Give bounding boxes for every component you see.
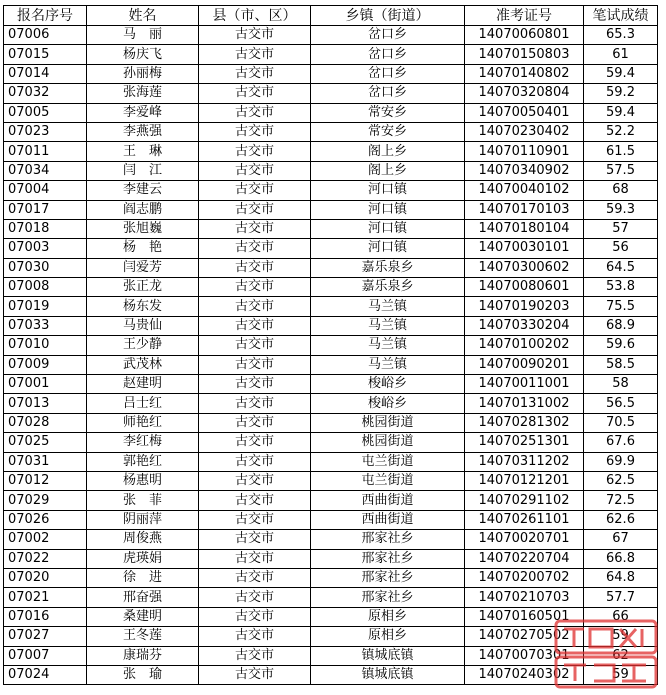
table-row	[4, 278, 658, 297]
cell-score: 59.3	[584, 200, 658, 219]
cell-town: 屯兰街道	[311, 452, 465, 471]
cell-registration-no: 07012	[4, 471, 87, 490]
cell-exam-no: 14070040102	[465, 181, 584, 200]
cell-registration-no: 07024	[4, 665, 87, 684]
cell-score: 64.5	[584, 258, 658, 277]
cell-county: 古交市	[199, 142, 311, 161]
cell-county: 古交市	[199, 161, 311, 180]
cell-exam-no: 14070300602	[465, 258, 584, 277]
cell-registration-no: 07022	[4, 549, 87, 568]
cell-score: 52.2	[584, 122, 658, 141]
cell-name: 杨东发	[87, 297, 199, 316]
cell-registration-no: 07003	[4, 239, 87, 258]
cell-name: 邢奋强	[87, 588, 199, 607]
cell-name: 康瑞芬	[87, 646, 199, 665]
cell-score: 59.6	[584, 336, 658, 355]
cell-exam-no: 14070320804	[465, 84, 584, 103]
cell-name: 孙丽梅	[87, 64, 199, 83]
cell-exam-no: 14070200702	[465, 568, 584, 587]
cell-town: 马兰镇	[311, 297, 465, 316]
cell-score: 75.5	[584, 297, 658, 316]
cell-town: 邢家社乡	[311, 549, 465, 568]
cell-name: 阴丽萍	[87, 510, 199, 529]
cell-name: 王 琳	[87, 142, 199, 161]
cell-town: 桃园街道	[311, 433, 465, 452]
cell-registration-no: 07007	[4, 646, 87, 665]
table-row	[4, 530, 658, 549]
cell-score: 61	[584, 45, 658, 64]
cell-score: 58	[584, 375, 658, 394]
table-row	[4, 627, 658, 646]
header-row	[4, 6, 658, 26]
cell-score: 68.9	[584, 316, 658, 335]
header-name: 姓名	[87, 6, 199, 26]
cell-registration-no: 07004	[4, 181, 87, 200]
cell-exam-no: 14070150803	[465, 45, 584, 64]
cell-score: 66.8	[584, 549, 658, 568]
cell-town: 马兰镇	[311, 355, 465, 374]
cell-name: 王少静	[87, 336, 199, 355]
table-row	[4, 64, 658, 83]
cell-town: 西曲街道	[311, 491, 465, 510]
cell-exam-no: 14070240302	[465, 665, 584, 684]
cell-name: 赵建明	[87, 375, 199, 394]
cell-town: 岔口乡	[311, 84, 465, 103]
table-row	[4, 568, 658, 587]
cell-name: 李建云	[87, 181, 199, 200]
cell-county: 古交市	[199, 394, 311, 413]
cell-exam-no: 14070160501	[465, 607, 584, 626]
cell-name: 周俊燕	[87, 530, 199, 549]
table-row	[4, 297, 658, 316]
cell-exam-no: 14070121201	[465, 471, 584, 490]
cell-town: 镇城底镇	[311, 665, 465, 684]
cell-registration-no: 07017	[4, 200, 87, 219]
cell-registration-no: 07018	[4, 219, 87, 238]
cell-town: 原相乡	[311, 627, 465, 646]
cell-exam-no: 14070311202	[465, 452, 584, 471]
cell-registration-no: 07008	[4, 278, 87, 297]
cell-score: 69.9	[584, 452, 658, 471]
cell-score: 64.8	[584, 568, 658, 587]
cell-registration-no: 07029	[4, 491, 87, 510]
cell-town: 桃园街道	[311, 413, 465, 432]
cell-name: 桑建明	[87, 607, 199, 626]
table-row	[4, 316, 658, 335]
cell-name: 马 丽	[87, 26, 199, 45]
table-row	[4, 103, 658, 122]
table-row	[4, 491, 658, 510]
table-row	[4, 239, 658, 258]
cell-town: 河口镇	[311, 219, 465, 238]
table-row	[4, 413, 658, 432]
table-row	[4, 336, 658, 355]
cell-exam-no: 14070210703	[465, 588, 584, 607]
cell-exam-no: 14070020701	[465, 530, 584, 549]
cell-town: 原相乡	[311, 607, 465, 626]
cell-score: 61.5	[584, 142, 658, 161]
cell-registration-no: 07009	[4, 355, 87, 374]
cell-score: 59.4	[584, 103, 658, 122]
cell-registration-no: 07011	[4, 142, 87, 161]
header-registration-no: 报名序号	[4, 6, 87, 26]
cell-county: 古交市	[199, 45, 311, 64]
cell-score: 72.5	[584, 491, 658, 510]
cell-registration-no: 07020	[4, 568, 87, 587]
cell-county: 古交市	[199, 452, 311, 471]
cell-county: 古交市	[199, 122, 311, 141]
cell-registration-no: 07023	[4, 122, 87, 141]
table-row	[4, 26, 658, 45]
cell-name: 闫 江	[87, 161, 199, 180]
cell-exam-no: 14070060801	[465, 26, 584, 45]
cell-county: 古交市	[199, 239, 311, 258]
cell-exam-no: 14070330204	[465, 316, 584, 335]
cell-exam-no: 14070220704	[465, 549, 584, 568]
cell-county: 古交市	[199, 665, 311, 684]
cell-exam-no: 14070291102	[465, 491, 584, 510]
cell-registration-no: 07027	[4, 627, 87, 646]
cell-county: 古交市	[199, 200, 311, 219]
cell-name: 王冬莲	[87, 627, 199, 646]
cell-name: 杨庆飞	[87, 45, 199, 64]
cell-name: 武茂林	[87, 355, 199, 374]
table-row	[4, 161, 658, 180]
header-town: 乡镇（街道）	[311, 6, 465, 26]
table-row	[4, 258, 658, 277]
cell-exam-no: 14070030101	[465, 239, 584, 258]
cell-registration-no: 07016	[4, 607, 87, 626]
cell-town: 梭峪乡	[311, 375, 465, 394]
cell-county: 古交市	[199, 646, 311, 665]
cell-registration-no: 07031	[4, 452, 87, 471]
table-row	[4, 355, 658, 374]
cell-registration-no: 07030	[4, 258, 87, 277]
cell-registration-no: 07033	[4, 316, 87, 335]
cell-name: 马贵仙	[87, 316, 199, 335]
cell-county: 古交市	[199, 336, 311, 355]
cell-score: 68	[584, 181, 658, 200]
cell-town: 河口镇	[311, 181, 465, 200]
table-row	[4, 200, 658, 219]
cell-registration-no: 07013	[4, 394, 87, 413]
table-row	[4, 549, 658, 568]
cell-name: 张海莲	[87, 84, 199, 103]
cell-exam-no: 14070281302	[465, 413, 584, 432]
cell-score: 67	[584, 530, 658, 549]
table-row	[4, 142, 658, 161]
table-row	[4, 471, 658, 490]
cell-registration-no: 07025	[4, 433, 87, 452]
cell-exam-no: 14070070301	[465, 646, 584, 665]
cell-county: 古交市	[199, 84, 311, 103]
cell-exam-no: 14070080601	[465, 278, 584, 297]
cell-exam-no: 14070340902	[465, 161, 584, 180]
cell-county: 古交市	[199, 627, 311, 646]
cell-town: 常安乡	[311, 103, 465, 122]
header-exam-no: 准考证号	[465, 6, 584, 26]
cell-county: 古交市	[199, 181, 311, 200]
cell-name: 虎瑛娟	[87, 549, 199, 568]
cell-score: 56	[584, 239, 658, 258]
cell-exam-no: 14070180104	[465, 219, 584, 238]
table-row	[4, 452, 658, 471]
cell-score: 57	[584, 219, 658, 238]
cell-score: 65.3	[584, 26, 658, 45]
cell-registration-no: 07028	[4, 413, 87, 432]
cell-county: 古交市	[199, 491, 311, 510]
table-row	[4, 433, 658, 452]
cell-county: 古交市	[199, 258, 311, 277]
cell-town: 岔口乡	[311, 64, 465, 83]
cell-town: 河口镇	[311, 239, 465, 258]
cell-town: 梭峪乡	[311, 394, 465, 413]
cell-exam-no: 14070190203	[465, 297, 584, 316]
cell-town: 嘉乐泉乡	[311, 258, 465, 277]
cell-score: 53.8	[584, 278, 658, 297]
cell-county: 古交市	[199, 568, 311, 587]
cell-name: 李红梅	[87, 433, 199, 452]
cell-town: 西曲街道	[311, 510, 465, 529]
cell-county: 古交市	[199, 549, 311, 568]
cell-town: 嘉乐泉乡	[311, 278, 465, 297]
cell-name: 徐 进	[87, 568, 199, 587]
cell-score: 58.5	[584, 355, 658, 374]
cell-town: 岔口乡	[311, 45, 465, 64]
cell-county: 古交市	[199, 471, 311, 490]
table-row	[4, 84, 658, 103]
cell-registration-no: 07034	[4, 161, 87, 180]
cell-registration-no: 07019	[4, 297, 87, 316]
header-score: 笔试成绩	[584, 6, 658, 26]
cell-score: 57.7	[584, 588, 658, 607]
cell-score: 62.5	[584, 471, 658, 490]
cell-exam-no: 14070131002	[465, 394, 584, 413]
cell-town: 河口镇	[311, 200, 465, 219]
cell-county: 古交市	[199, 355, 311, 374]
cell-town: 阁上乡	[311, 161, 465, 180]
cell-exam-no: 14070011001	[465, 375, 584, 394]
cell-town: 镇城底镇	[311, 646, 465, 665]
cell-score: 70.5	[584, 413, 658, 432]
score-table	[3, 5, 658, 685]
cell-county: 古交市	[199, 219, 311, 238]
cell-town: 阁上乡	[311, 142, 465, 161]
cell-score: 59.2	[584, 84, 658, 103]
cell-name: 张正龙	[87, 278, 199, 297]
cell-name: 张旭巍	[87, 219, 199, 238]
cell-score: 59	[584, 665, 658, 684]
cell-county: 古交市	[199, 433, 311, 452]
cell-registration-no: 07032	[4, 84, 87, 103]
cell-score: 62.6	[584, 510, 658, 529]
cell-exam-no: 14070050401	[465, 103, 584, 122]
cell-score: 57.5	[584, 161, 658, 180]
cell-name: 张 菲	[87, 491, 199, 510]
cell-town: 马兰镇	[311, 336, 465, 355]
cell-registration-no: 07021	[4, 588, 87, 607]
cell-town: 马兰镇	[311, 316, 465, 335]
cell-exam-no: 14070261101	[465, 510, 584, 529]
table-row	[4, 588, 658, 607]
table-row	[4, 181, 658, 200]
cell-town: 邢家社乡	[311, 530, 465, 549]
cell-name: 杨惠明	[87, 471, 199, 490]
cell-town: 岔口乡	[311, 26, 465, 45]
cell-exam-no: 14070230402	[465, 122, 584, 141]
cell-exam-no: 14070251301	[465, 433, 584, 452]
cell-score: 67.6	[584, 433, 658, 452]
cell-name: 吕士红	[87, 394, 199, 413]
cell-county: 古交市	[199, 103, 311, 122]
cell-town: 邢家社乡	[311, 568, 465, 587]
cell-exam-no: 14070090201	[465, 355, 584, 374]
cell-score: 59.4	[584, 64, 658, 83]
cell-score: 59	[584, 627, 658, 646]
cell-registration-no: 07014	[4, 64, 87, 83]
cell-county: 古交市	[199, 413, 311, 432]
cell-county: 古交市	[199, 607, 311, 626]
cell-county: 古交市	[199, 375, 311, 394]
cell-registration-no: 07015	[4, 45, 87, 64]
cell-score: 56.5	[584, 394, 658, 413]
cell-name: 闫爱芳	[87, 258, 199, 277]
table-row	[4, 510, 658, 529]
table-row	[4, 607, 658, 626]
cell-exam-no: 14070140802	[465, 64, 584, 83]
cell-name: 张 瑜	[87, 665, 199, 684]
table-row	[4, 219, 658, 238]
table-row	[4, 394, 658, 413]
cell-county: 古交市	[199, 316, 311, 335]
cell-exam-no: 14070100202	[465, 336, 584, 355]
cell-exam-no: 14070110901	[465, 142, 584, 161]
table-row	[4, 122, 658, 141]
table-row	[4, 375, 658, 394]
cell-name: 阎志鹏	[87, 200, 199, 219]
cell-county: 古交市	[199, 64, 311, 83]
header-county: 县（市、区）	[199, 6, 311, 26]
table-row	[4, 646, 658, 665]
cell-name: 李爱峰	[87, 103, 199, 122]
cell-county: 古交市	[199, 588, 311, 607]
cell-exam-no: 14070170103	[465, 200, 584, 219]
cell-registration-no: 07010	[4, 336, 87, 355]
cell-town: 常安乡	[311, 122, 465, 141]
cell-registration-no: 07026	[4, 510, 87, 529]
table-row	[4, 665, 658, 684]
cell-county: 古交市	[199, 530, 311, 549]
cell-name: 师艳红	[87, 413, 199, 432]
cell-exam-no: 14070270502	[465, 627, 584, 646]
cell-town: 邢家社乡	[311, 588, 465, 607]
cell-county: 古交市	[199, 278, 311, 297]
cell-town: 屯兰街道	[311, 471, 465, 490]
cell-registration-no: 07006	[4, 26, 87, 45]
cell-registration-no: 07005	[4, 103, 87, 122]
cell-name: 杨 艳	[87, 239, 199, 258]
cell-registration-no: 07002	[4, 530, 87, 549]
cell-score: 66	[584, 607, 658, 626]
cell-county: 古交市	[199, 26, 311, 45]
cell-registration-no: 07001	[4, 375, 87, 394]
cell-county: 古交市	[199, 510, 311, 529]
cell-score: 62	[584, 646, 658, 665]
cell-name: 李燕强	[87, 122, 199, 141]
cell-county: 古交市	[199, 297, 311, 316]
table-row	[4, 45, 658, 64]
cell-name: 郭艳红	[87, 452, 199, 471]
